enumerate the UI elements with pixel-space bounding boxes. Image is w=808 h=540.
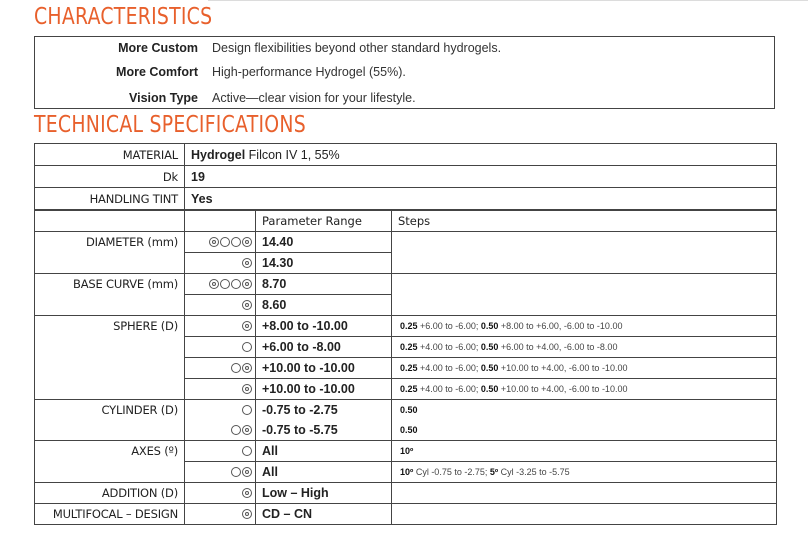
- blank-cell: [35, 462, 185, 483]
- characteristic-value: Active—clear vision for your lifestyle.: [212, 91, 416, 105]
- header-blank-cell: [35, 210, 185, 232]
- material-label: MATERIAL: [35, 144, 185, 166]
- addition-label: ADDITION (D): [35, 483, 185, 504]
- cylinder-row: [35, 400, 777, 421]
- lens-type-icons: [185, 420, 256, 441]
- toric-icon: [242, 384, 252, 394]
- lens-type-icons: [185, 400, 256, 421]
- sphere-row: [35, 379, 777, 400]
- cylinder-range: -0.75 to -2.75: [256, 400, 392, 421]
- cylinder-step: [392, 400, 777, 421]
- cylinder-range: -0.75 to -5.75: [256, 420, 392, 441]
- step-value: 0.50: [480, 384, 499, 394]
- step-range: +6.00 to +4.00, -6.00 to -8.00: [498, 342, 618, 352]
- sphere-steps: [392, 379, 777, 400]
- lens-type-icons: [185, 337, 256, 358]
- dk-value: 19: [185, 166, 777, 188]
- base-curve-value: 8.70: [256, 274, 392, 295]
- characteristics-box: [34, 36, 775, 109]
- lens-type-icons: [185, 274, 256, 295]
- multifocal-value: CD – CN: [256, 504, 392, 525]
- diameter-label: DIAMETER (mm): [35, 232, 185, 253]
- toric-multifocal-icon: [242, 425, 252, 435]
- dk-row: [35, 166, 777, 188]
- step-range: +10.00 to +4.00, -6.00 to -10.00: [498, 363, 628, 373]
- lens-type-icons: [185, 441, 256, 462]
- lens-type-icons: [185, 358, 256, 379]
- multifocal-label: MULTIFOCAL – DESIGN: [35, 504, 185, 525]
- step-range: Cyl -0.75 to -2.75;: [413, 467, 490, 477]
- toric-multifocal-icon: [242, 467, 252, 477]
- sphere-label: SPHERE (D): [35, 316, 185, 337]
- handling-tint-value: Yes: [185, 188, 777, 211]
- parameter-range-header: Parameter Range: [256, 210, 392, 232]
- step-range: +4.00 to -6.00;: [417, 342, 481, 352]
- handling-tint-row: [35, 188, 777, 211]
- characteristic-value: High-performance Hydrogel (55%).: [212, 65, 406, 79]
- step-value: 0.25: [400, 342, 418, 352]
- base-curve-label: BASE CURVE (mm): [35, 274, 185, 295]
- material-value-rest: Filcon IV 1, 55%: [245, 147, 340, 162]
- blank-cell: [35, 358, 185, 379]
- characteristics-heading: CHARACTERISTICS: [34, 4, 213, 30]
- lens-type-icons: [185, 462, 256, 483]
- characteristic-value: Design flexibilities beyond other standard hydrogels.: [212, 41, 502, 55]
- sphere-icon: [220, 237, 230, 247]
- step-range: +4.00 to -6.00;: [417, 363, 481, 373]
- axes-range: All: [256, 462, 392, 483]
- lens-type-icons: [185, 253, 256, 274]
- step-range: +6.00 to -6.00;: [417, 321, 481, 331]
- axes-row: [35, 462, 777, 483]
- lens-type-icons: [185, 504, 256, 525]
- characteristic-label: Vision Type: [128, 91, 198, 105]
- sphere-range: +10.00 to -10.00: [256, 358, 392, 379]
- cylinder-step: [392, 420, 777, 441]
- blank-cell: [35, 420, 185, 441]
- handling-tint-label: HANDLING TINT: [35, 188, 185, 211]
- lens-type-icons: [185, 379, 256, 400]
- steps-cell: [392, 504, 777, 525]
- toric-icon: [242, 258, 252, 268]
- toric-multifocal-icon: [242, 279, 252, 289]
- blank-cell: [35, 337, 185, 358]
- toric-icon: [242, 446, 252, 456]
- steps-header: Steps: [392, 210, 777, 232]
- axes-step: [392, 462, 777, 483]
- diameter-value: 14.30: [256, 253, 392, 274]
- axes-row: [35, 441, 777, 462]
- base-curve-value: 8.60: [256, 295, 392, 316]
- sphere-icon: [242, 342, 252, 352]
- material-row: [35, 144, 777, 166]
- multifocal-icon: [231, 363, 241, 373]
- table-header-row: [35, 210, 777, 232]
- header-blank-cell: [185, 210, 256, 232]
- addition-value: Low – High: [256, 483, 392, 504]
- step-value: 5º: [489, 467, 499, 477]
- technical-specifications-heading: TECHNICAL SPECIFICATIONS: [34, 112, 306, 138]
- step-range: +8.00 to +6.00, -6.00 to -10.00: [498, 321, 623, 331]
- step-value: 0.25: [400, 363, 418, 373]
- axes-step: [392, 441, 777, 462]
- cylinder-label: CYLINDER (D): [35, 400, 185, 421]
- toric-icon: [209, 237, 219, 247]
- toric-icon: [209, 279, 219, 289]
- material-value: [185, 144, 777, 166]
- step-value: 0.50: [400, 425, 418, 435]
- lens-type-icons: [185, 483, 256, 504]
- step-value: 0.50: [400, 405, 418, 415]
- sphere-range: +8.00 to -10.00: [256, 316, 392, 337]
- multifocal-icon: [231, 467, 241, 477]
- sphere-range: +10.00 to -10.00: [256, 379, 392, 400]
- sphere-icon: [220, 279, 230, 289]
- step-value: 10º: [400, 446, 414, 456]
- multifocal-icon: [231, 425, 241, 435]
- step-value: 10º: [400, 467, 414, 477]
- lens-type-icons: [185, 316, 256, 337]
- diameter-value: 14.40: [256, 232, 392, 253]
- characteristic-label: More Custom: [118, 41, 198, 55]
- material-value-bold: Hydrogel: [191, 147, 246, 162]
- sphere-row: [35, 337, 777, 358]
- lens-type-icons: [185, 232, 256, 253]
- sphere-steps: [392, 337, 777, 358]
- toric-multifocal-icon: [242, 363, 252, 373]
- blank-cell: [35, 295, 185, 316]
- toric-multifocal-icon: [242, 237, 252, 247]
- addition-row: [35, 483, 777, 504]
- axes-label: AXES (º): [35, 441, 185, 462]
- sphere-steps: [392, 316, 777, 337]
- specifications-table: [34, 143, 777, 525]
- step-range: +4.00 to -6.00;: [417, 384, 481, 394]
- multifocal-icon: [231, 279, 241, 289]
- toric-icon: [242, 405, 252, 415]
- toric-icon: [242, 488, 252, 498]
- steps-cell: [392, 232, 777, 274]
- step-value: 0.50: [480, 363, 499, 373]
- toric-icon: [242, 509, 252, 519]
- sphere-steps: [392, 358, 777, 379]
- step-value: 0.50: [480, 342, 499, 352]
- axes-range: All: [256, 441, 392, 462]
- steps-cell: [392, 483, 777, 504]
- lens-type-icons: [185, 295, 256, 316]
- diameter-row: [35, 232, 777, 253]
- sphere-row: [35, 358, 777, 379]
- step-value: 0.50: [480, 321, 499, 331]
- cylinder-row: [35, 420, 777, 441]
- dk-label: Dk: [35, 166, 185, 188]
- multifocal-row: [35, 504, 777, 525]
- sphere-row: [35, 316, 777, 337]
- toric-icon: [242, 300, 252, 310]
- blank-cell: [35, 253, 185, 274]
- characteristic-label: More Comfort: [116, 65, 198, 79]
- blank-cell: [35, 379, 185, 400]
- sphere-range: +6.00 to -8.00: [256, 337, 392, 358]
- toric-icon: [242, 321, 252, 331]
- step-range: Cyl -3.25 to -5.75: [498, 467, 570, 477]
- steps-cell: [392, 274, 777, 316]
- top-rule: [208, 0, 808, 1]
- step-range: +10.00 to +4.00, -6.00 to -10.00: [498, 384, 628, 394]
- step-value: 0.25: [400, 384, 418, 394]
- step-value: 0.25: [400, 321, 418, 331]
- base-curve-row: [35, 274, 777, 295]
- multifocal-icon: [231, 237, 241, 247]
